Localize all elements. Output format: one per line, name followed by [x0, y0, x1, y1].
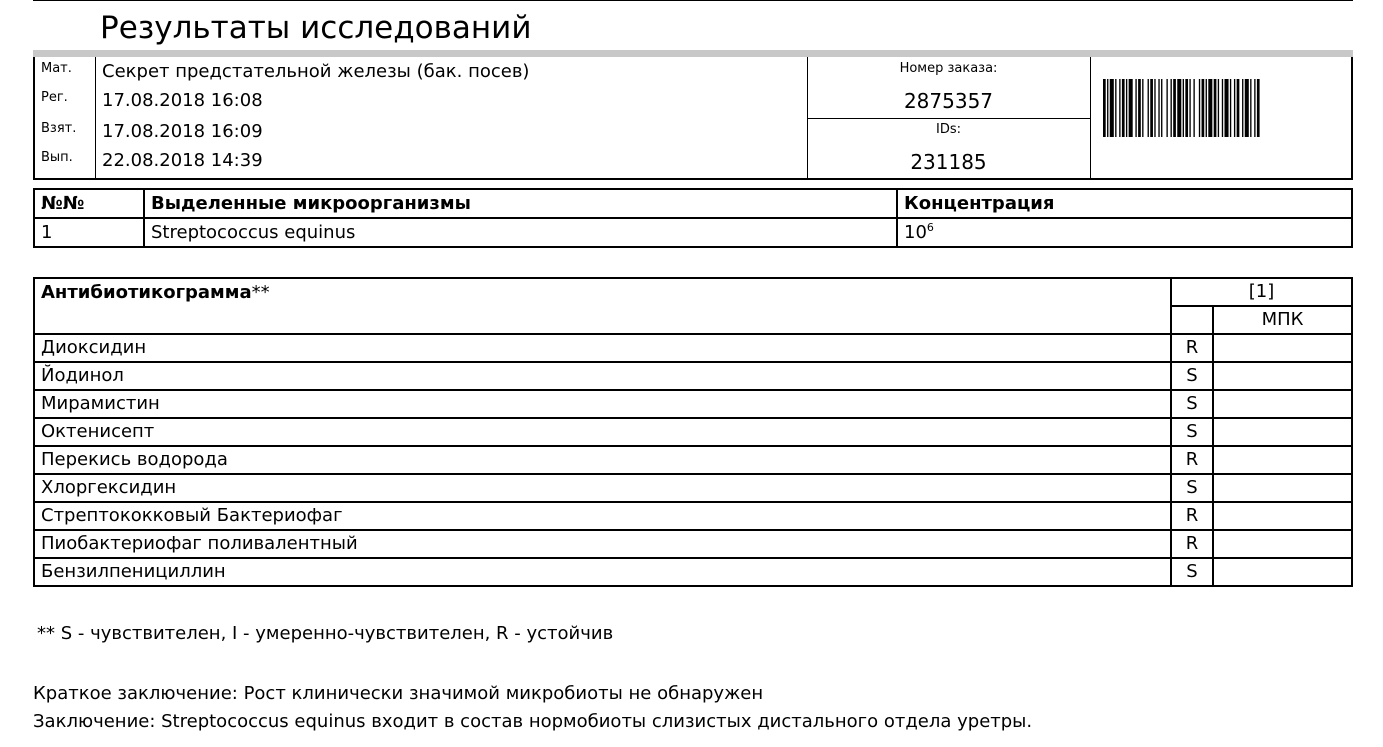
barcode-bar	[1129, 79, 1133, 137]
concentration-header: Концентрация	[897, 189, 1352, 218]
brief-conclusion: Краткое заключение: Рост клинически значимой микробиоты не обнаружен	[33, 683, 764, 704]
susceptibility-result: S	[1171, 558, 1213, 586]
mic-value	[1213, 334, 1352, 362]
barcode-bar	[1237, 79, 1240, 137]
table-row	[34, 474, 1352, 502]
antibiogram-title: Антибиотикограмма	[41, 282, 252, 303]
barcode-icon	[1103, 79, 1337, 137]
barcode-bar	[1242, 79, 1243, 137]
taken-label: Взят.	[41, 121, 77, 136]
table-row	[34, 418, 1352, 446]
mic-value	[1213, 558, 1352, 586]
barcode-bar	[1103, 79, 1106, 137]
susceptibility-result: S	[1171, 390, 1213, 418]
antibiotic-name: Стрептококковый Бактериофаг	[34, 502, 1171, 530]
table-row	[34, 362, 1352, 390]
antibiogram-header-row	[34, 278, 1352, 306]
concentration-base: 10	[904, 221, 927, 243]
barcode-bar	[1202, 79, 1205, 137]
num-header: №№	[34, 189, 144, 218]
table-header-row	[34, 189, 1352, 218]
susceptibility-result: S	[1171, 362, 1213, 390]
ids-value: 231185	[910, 150, 987, 174]
antibiotic-name: Октенисепт	[34, 418, 1171, 446]
barcode-bar	[1225, 79, 1229, 137]
barcode-bar	[1142, 79, 1143, 137]
barcode-bar	[1183, 79, 1184, 137]
barcode-bar	[1126, 79, 1127, 137]
barcode-bar	[1193, 79, 1194, 137]
mic-value	[1213, 446, 1352, 474]
top-rule	[33, 0, 1353, 1]
barcode-bar	[1222, 79, 1223, 137]
header-divider	[33, 50, 1353, 57]
antibiotic-name: Диоксидин	[34, 334, 1171, 362]
legend-note: ** S - чувствителен, I - умеренно-чувствителен, R - устойчив	[37, 623, 614, 644]
barcode-bar	[1257, 79, 1260, 137]
susceptibility-result: R	[1171, 502, 1213, 530]
barcode-bar	[1158, 79, 1159, 137]
row-microorganism: Streptococcus equinus	[144, 218, 897, 247]
mic-value	[1213, 418, 1352, 446]
material-value: Секрет предстательной железы (бак. посев)	[102, 61, 530, 82]
barcode-bar	[1245, 79, 1249, 137]
order-number: 2875357	[903, 89, 994, 113]
mic-value	[1213, 362, 1352, 390]
barcode-bar	[1218, 79, 1219, 137]
barcode-bar	[1119, 79, 1120, 137]
barcode-bar	[1171, 79, 1172, 137]
conclusion: Заключение: Streptococcus equinus входит в состав нормобиоты слизистых дистального отдела уретры.	[33, 711, 1033, 732]
row-num: 1	[34, 218, 144, 247]
row-concentration	[897, 218, 1352, 247]
susceptibility-result: S	[1171, 418, 1213, 446]
barcode-bar	[1115, 79, 1116, 137]
barcode-bar	[1154, 79, 1155, 137]
table-row	[34, 334, 1352, 362]
barcode-bar	[1214, 79, 1217, 137]
barcode-bar	[1254, 79, 1255, 137]
material-label: Мат.	[41, 61, 72, 76]
barcode-bar	[1234, 79, 1235, 137]
antibiotic-name: Хлоргексидин	[34, 474, 1171, 502]
table-row	[34, 530, 1352, 558]
barcode-bar	[1110, 79, 1114, 137]
susceptibility-result: S	[1171, 474, 1213, 502]
antibiotic-name: Йодинол	[34, 362, 1171, 390]
barcode-bar	[1161, 79, 1162, 137]
barcode-bar	[1122, 79, 1125, 137]
table-row	[34, 218, 1352, 247]
barcode-bar	[1208, 79, 1212, 137]
barcode-bar	[1150, 79, 1153, 137]
barcode-bar	[1138, 79, 1141, 137]
order-info-block	[33, 57, 1353, 180]
susceptibility-result: R	[1171, 446, 1213, 474]
antibiogram-table	[33, 277, 1353, 587]
barcode-bar	[1185, 79, 1188, 137]
barcode-divider	[1090, 57, 1091, 178]
page-title: Результаты исследований	[100, 10, 532, 46]
table-row	[34, 558, 1352, 586]
barcode-bar	[1189, 79, 1190, 137]
mic-header: МПК	[1213, 306, 1352, 334]
mic-value	[1213, 530, 1352, 558]
barcode-bar	[1107, 79, 1108, 137]
barcode-bar	[1148, 79, 1149, 137]
completed-label: Вып.	[41, 150, 73, 165]
taken-value: 17.08.2018 16:09	[102, 121, 263, 142]
antibiotic-name: Перекись водорода	[34, 446, 1171, 474]
mic-value	[1213, 502, 1352, 530]
table-row	[34, 502, 1352, 530]
barcode-bar	[1230, 79, 1231, 137]
mic-value	[1213, 474, 1352, 502]
barcode-bar	[1135, 79, 1136, 137]
completed-value: 22.08.2018 14:39	[102, 150, 263, 171]
mic-value	[1213, 390, 1352, 418]
susceptibility-result: R	[1171, 530, 1213, 558]
barcode-bar	[1177, 79, 1181, 137]
table-row	[34, 390, 1352, 418]
barcode-bar	[1173, 79, 1176, 137]
antibiogram-title-cell	[34, 278, 1171, 334]
barcode-bar	[1250, 79, 1251, 137]
susceptibility-result: R	[1171, 334, 1213, 362]
table-row	[34, 446, 1352, 474]
antibiotic-name: Пиобактериофаг поливалентный	[34, 530, 1171, 558]
barcode-bar	[1206, 79, 1207, 137]
isolate-group-header: [1]	[1171, 278, 1352, 306]
microorganism-header: Выделенные микроорганизмы	[144, 189, 897, 218]
registered-value: 17.08.2018 16:08	[102, 90, 263, 111]
ids-label: IDs:	[936, 122, 961, 137]
antibiotic-name: Мирамистин	[34, 390, 1171, 418]
registered-label: Рег.	[41, 90, 68, 105]
concentration-exponent: 6	[926, 220, 934, 234]
microorganisms-table	[33, 188, 1353, 248]
order-number-label: Номер заказа:	[899, 61, 998, 76]
label-divider	[95, 57, 96, 178]
antibiogram-title-suffix: **	[251, 282, 270, 303]
order-ids-divider	[807, 118, 1090, 119]
antibiotic-name: Бензилпенициллин	[34, 558, 1171, 586]
barcode-bar	[1199, 79, 1200, 137]
barcode-bar	[1166, 79, 1167, 137]
result-subheader	[1171, 306, 1213, 334]
